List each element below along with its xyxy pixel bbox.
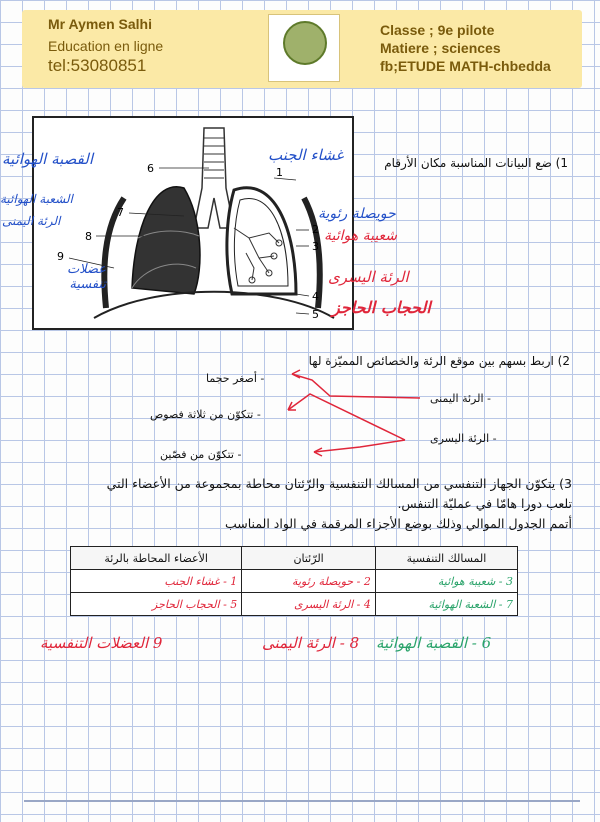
diagram-label-5: 5 — [312, 308, 319, 321]
table-row — [71, 593, 518, 616]
answer-4: الرئة اليسرى — [328, 268, 409, 286]
answer-1: غشاء الجنب — [268, 146, 344, 164]
answer-2: حويصلة رئوية — [318, 206, 396, 222]
trait-two-lobes: - تتكوّن من فصّين — [160, 448, 242, 461]
col-airways: المسالك التنفسية — [375, 547, 517, 570]
trait-smaller: - أصغر حجما — [206, 372, 265, 385]
extra-answer-6: 6 - القصبة الهوائية — [376, 634, 492, 652]
answer-7: الشعبة الهوائية — [0, 192, 73, 206]
education-label: Education en ligne — [48, 38, 164, 54]
teacher-name: Mr Aymen Salhi — [48, 16, 152, 32]
trait-three-lobes: - تتكوّن من ثلاثة فصوص — [150, 408, 261, 421]
class-label: Classe ; 9e pilote — [380, 22, 495, 38]
right-lung-item: - الرئة اليمنى — [430, 392, 491, 405]
cell-airways-1: 3 - شعيبة هوائية — [375, 570, 517, 593]
diagram-label-1: 1 — [276, 166, 283, 179]
cell-lungs-2: 4 - الرئة اليسرى — [242, 593, 376, 616]
cell-lungs-1: 2 - حويصلة رئوية — [242, 570, 376, 593]
diagram-label-3: 3 — [312, 240, 319, 253]
diagram-label-7: 7 — [117, 206, 124, 219]
diagram-label-2: 2 — [312, 223, 319, 236]
cell-surrounding-1: 1 - غشاء الجنب — [71, 570, 242, 593]
question-3-line3: أتمم الجدول الموالي وذلك بوضع الأجزاء المرقمة في الواد المناسب — [225, 516, 572, 531]
question-3 — [60, 474, 572, 534]
table-row — [71, 570, 518, 593]
facebook-label: fb;ETUDE MATH-chbedda — [380, 58, 551, 74]
question-2: 2) اربط بسهم بين موقع الرئة والخصائص المميّزة لها — [308, 354, 570, 368]
organs-table — [70, 546, 518, 616]
answer-5: الحجاب الحاجز — [332, 298, 431, 317]
extra-answer-8: 8 - الرئة اليمنى — [262, 634, 360, 652]
table-header-row — [71, 547, 518, 570]
diagram-label-8: 8 — [85, 230, 92, 243]
left-lung-item: - الرئة اليسرى — [430, 432, 497, 445]
diagram-label-4: 4 — [312, 290, 319, 303]
diagram-label-6: 6 — [147, 162, 154, 175]
extra-answer-9: 9 العضلات التنفسية — [40, 634, 163, 652]
answer-6: القصبة الهوائية — [2, 150, 93, 168]
answer-3: شعيبة هوائية — [324, 228, 398, 244]
answer-9: عضلات تنفسية — [66, 262, 106, 292]
cell-airways-2: 7 - الشعبة الهوائية — [375, 593, 517, 616]
page-divider — [24, 800, 580, 802]
question-3-line2: تلعب دورا هامّا في عمليّة التنفس. — [397, 496, 572, 511]
subject-label: Matiere ; sciences — [380, 40, 501, 56]
col-lungs: الرّئتان — [242, 547, 376, 570]
answer-8: الرئة اليمنى — [2, 214, 61, 228]
col-surrounding: الأعضاء المحاطة بالرئة — [71, 547, 242, 570]
question-1: 1) ضع البيانات المناسبة مكان الأرقام — [384, 156, 568, 170]
question-3-line1: 3) يتكوّن الجهاز التنفسي من المسالك التنفسية والرّئتان محاطة بمجموعة من الأعضاء التي — [106, 476, 572, 491]
phone-number: tel:53080851 — [48, 56, 147, 75]
cell-surrounding-2: 5 - الحجاب الحاجز — [71, 593, 242, 616]
diagram-label-9: 9 — [57, 250, 64, 263]
